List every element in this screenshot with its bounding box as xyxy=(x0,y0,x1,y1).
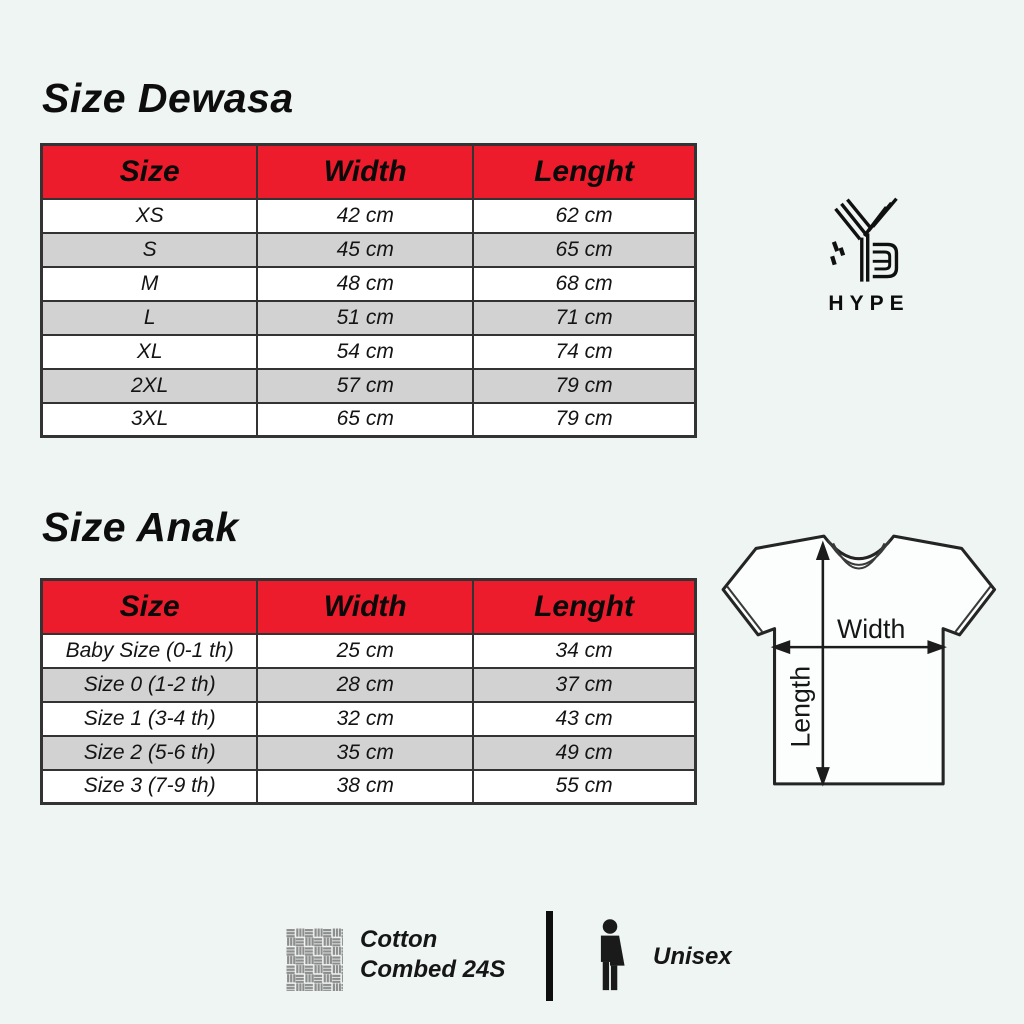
table-cell: 65 cm xyxy=(473,233,695,267)
brand-logo-mark xyxy=(818,197,914,285)
table-cell: 74 cm xyxy=(473,335,695,369)
table-row xyxy=(42,770,696,804)
table-cell: Size 2 (5-6 th) xyxy=(42,736,258,770)
footer-divider xyxy=(546,911,553,1001)
table-cell: XS xyxy=(42,199,258,233)
table-cell: 37 cm xyxy=(473,668,695,702)
table-cell: 35 cm xyxy=(257,736,473,770)
table-cell: XL xyxy=(42,335,258,369)
material-line1: Cotton xyxy=(360,926,438,953)
table-cell: 57 cm xyxy=(257,369,473,403)
table-row xyxy=(42,199,696,233)
column-header-width: Width xyxy=(257,580,473,634)
table-cell: S xyxy=(42,233,258,267)
adult-table-header-row xyxy=(42,145,696,199)
column-header-lenght: Lenght xyxy=(473,580,695,634)
kids-table-header-row xyxy=(42,580,696,634)
column-header-size: Size xyxy=(42,580,258,634)
table-row xyxy=(42,301,696,335)
table-cell: Size 1 (3-4 th) xyxy=(42,702,258,736)
table-row xyxy=(42,668,696,702)
brand-logo xyxy=(808,197,924,316)
adult-size-table xyxy=(40,143,697,438)
length-label: Length xyxy=(785,665,816,748)
table-cell: M xyxy=(42,267,258,301)
fabric-weave-icon xyxy=(286,928,343,991)
tshirt-outline xyxy=(723,536,994,784)
table-cell: 38 cm xyxy=(257,770,473,804)
column-header-width: Width xyxy=(257,145,473,199)
table-cell: 34 cm xyxy=(473,634,695,668)
kids-size-table xyxy=(40,578,697,805)
table-cell: 2XL xyxy=(42,369,258,403)
table-cell: 68 cm xyxy=(473,267,695,301)
table-row xyxy=(42,233,696,267)
material-label xyxy=(360,925,505,985)
table-cell: 79 cm xyxy=(473,403,695,437)
column-header-size: Size xyxy=(42,145,258,199)
table-cell: 51 cm xyxy=(257,301,473,335)
table-row xyxy=(42,335,696,369)
table-row xyxy=(42,369,696,403)
table-row xyxy=(42,267,696,301)
table-row xyxy=(42,702,696,736)
table-cell: 32 cm xyxy=(257,702,473,736)
table-cell: 49 cm xyxy=(473,736,695,770)
table-cell: 71 cm xyxy=(473,301,695,335)
table-cell: 65 cm xyxy=(257,403,473,437)
material-line2: Combed 24S xyxy=(360,956,506,983)
table-cell: 28 cm xyxy=(257,668,473,702)
table-row xyxy=(42,736,696,770)
table-cell: 42 cm xyxy=(257,199,473,233)
table-row xyxy=(42,634,696,668)
table-cell: 48 cm xyxy=(257,267,473,301)
column-header-lenght: Lenght xyxy=(473,145,695,199)
table-cell: 43 cm xyxy=(473,702,695,736)
table-cell: 79 cm xyxy=(473,369,695,403)
table-cell: 62 cm xyxy=(473,199,695,233)
table-cell: 55 cm xyxy=(473,770,695,804)
table-row xyxy=(42,403,696,437)
table-cell: 45 cm xyxy=(257,233,473,267)
table-cell: 54 cm xyxy=(257,335,473,369)
width-label: Width xyxy=(837,613,906,644)
adult-section-title: Size Dewasa xyxy=(42,75,294,121)
table-cell: 3XL xyxy=(42,403,258,437)
kids-section-title: Size Anak xyxy=(42,504,239,550)
unisex-person-icon xyxy=(590,918,630,995)
table-cell: L xyxy=(42,301,258,335)
table-cell: Size 3 (7-9 th) xyxy=(42,770,258,804)
tshirt-measurement-diagram xyxy=(721,532,1009,789)
table-cell: 25 cm xyxy=(257,634,473,668)
brand-wordmark: HYPE xyxy=(828,292,910,315)
table-cell: Size 0 (1-2 th) xyxy=(42,668,258,702)
fit-label: Unisex xyxy=(653,943,732,970)
table-cell: Baby Size (0-1 th) xyxy=(42,634,258,668)
